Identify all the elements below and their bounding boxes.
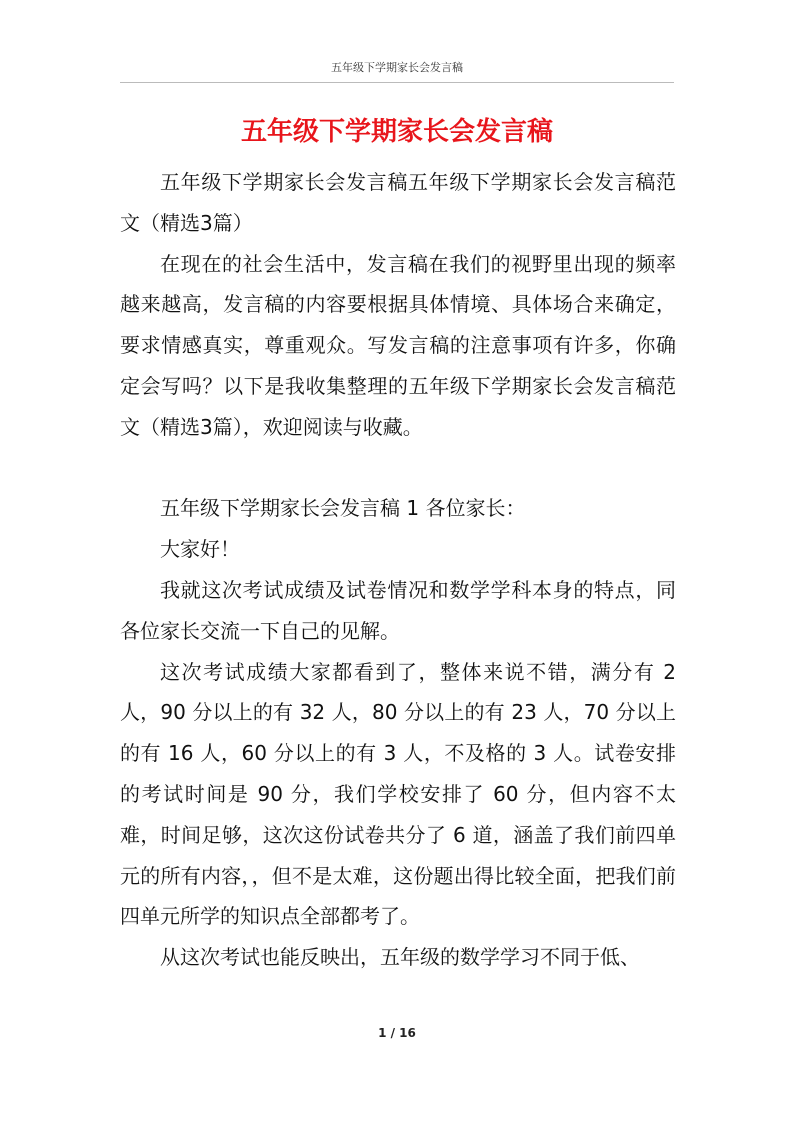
paragraph-context: 在现在的社会生活中，发言稿在我们的视野里出现的频率越来越高，发言稿的内容要根据具体情境、具体场合来确定，要求情感真实，尊重观众。写发言稿的注意事项有许多，你确定会写吗？以下是我收集整理的五年级下学期家长会发言稿范文（精选3篇），欢迎阅读与收藏。 (120, 251, 676, 439)
paragraph-results: 这次考试成绩大家都看到了，整体来说不错，满分有 2 人，90 分以上的有 32 人，80 分以上的有 23 人，70 分以上的有 16 人，60 分以上的有 3 人，不及格的 3 人。试卷安排的考试时间是 90 分，我们学校安排了 60 分，但内容不太难，时间足够，这次这份试卷共分了 6 道，涵盖了我们前四单元的所有内容，，但不是太难，这份题出得比较全面，把我们前四单元所学的知识点全部都考了。 (120, 659, 676, 929)
document-body (120, 162, 676, 978)
paragraph-speech-heading: 五年级下学期家长会发言稿 1 各位家长： (160, 496, 526, 521)
paragraph-reflection: 从这次考试也能反映出，五年级的数学学习不同于低、 (160, 945, 640, 970)
header-divider (120, 82, 674, 83)
paragraph-greeting: 大家好！ (160, 537, 240, 562)
paragraph-purpose: 我就这次考试成绩及试卷情况和数学学科本身的特点，同各位家长交流一下自己的见解。 (120, 577, 676, 643)
running-header: 五年级下学期家长会发言稿 (331, 61, 463, 74)
document-title: 五年级下学期家长会发言稿 (240, 117, 553, 147)
page-number: 1 / 16 (378, 1026, 416, 1040)
paragraph-intro: 五年级下学期家长会发言稿五年级下学期家长会发言稿范文（精选3篇） (120, 170, 676, 235)
